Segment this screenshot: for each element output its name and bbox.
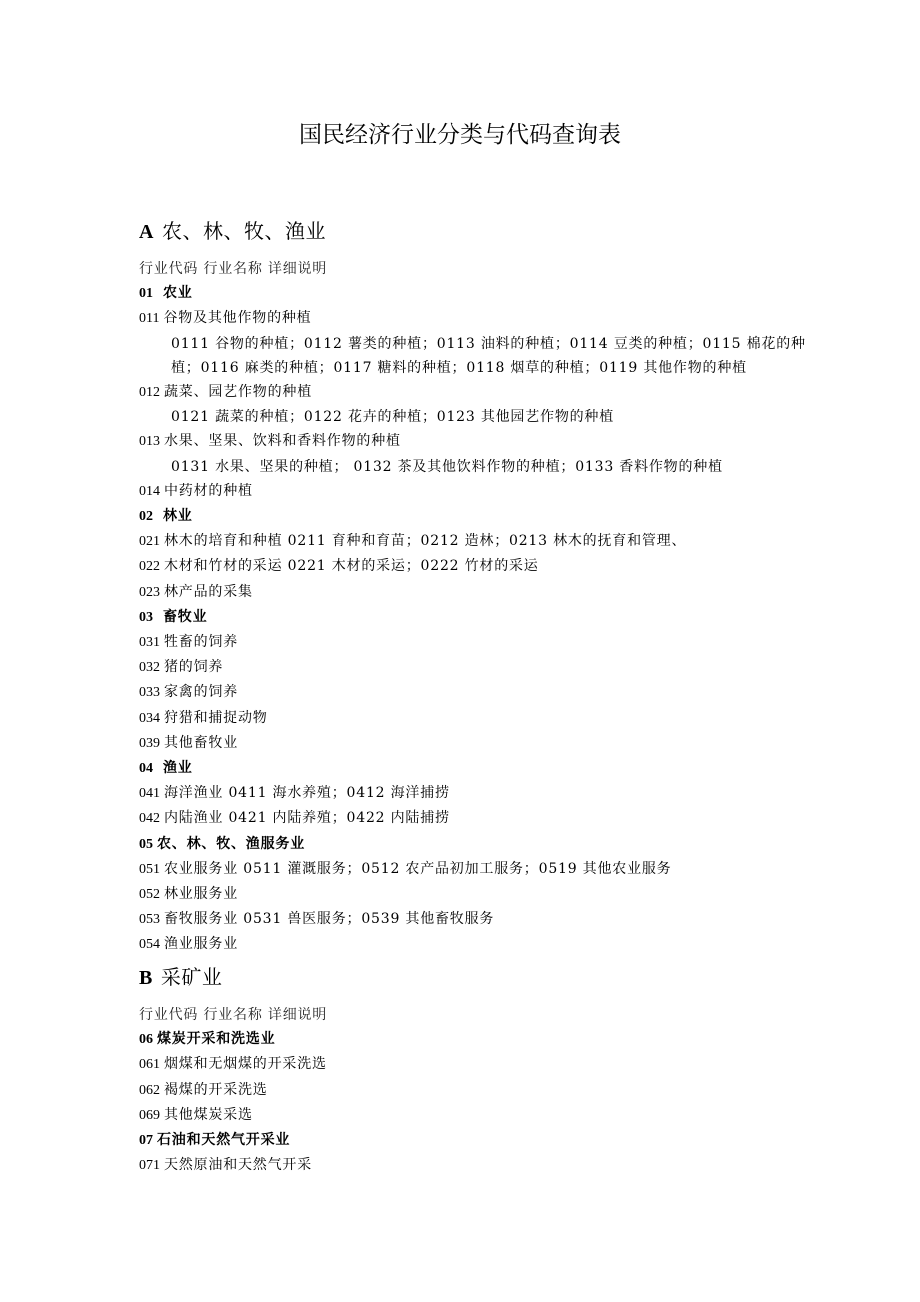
industry-code: 03 bbox=[139, 609, 153, 625]
industry-text: 烟煤和无烟煤的开采洗选 bbox=[164, 1056, 327, 1073]
document-title: 国民经济行业分类与代码查询表 bbox=[299, 122, 621, 148]
industry-text: 渔业服务业 bbox=[164, 936, 238, 953]
industry-text: 畜牧服务业 0531 兽医服务；0539 其他畜牧服务 bbox=[164, 911, 495, 928]
group-row bbox=[139, 1103, 809, 1128]
detail-row bbox=[139, 332, 821, 380]
division-row bbox=[139, 1128, 809, 1153]
group-row bbox=[139, 932, 809, 957]
industry-text: 木材和竹材的采运 0221 木材的采运；0222 竹材的采运 bbox=[164, 558, 539, 575]
column-header-row bbox=[139, 1003, 809, 1027]
industry-code: 051 bbox=[139, 861, 160, 877]
industry-code: 071 bbox=[139, 1158, 160, 1174]
group-row bbox=[139, 1153, 809, 1178]
industry-text: 林业 bbox=[163, 508, 193, 525]
division-row bbox=[139, 756, 809, 781]
group-row bbox=[139, 731, 809, 756]
industry-code: 012 bbox=[139, 385, 160, 401]
group-row bbox=[139, 907, 809, 932]
section-a bbox=[139, 216, 809, 958]
industry-text: 0111 谷物的种植；0112 薯类的种植；0113 油料的种植；0114 豆类的种植；0115 棉花的种植；0116 麻类的种植；0117 糖料的种植；0118 烟草的种植；0119 其他作物的种植 bbox=[171, 335, 806, 376]
industry-code: 01 bbox=[139, 286, 153, 302]
industry-code: 011 bbox=[139, 311, 160, 327]
group-row bbox=[139, 882, 809, 907]
industry-text: 猪的饲养 bbox=[164, 659, 224, 676]
industry-code: 014 bbox=[139, 483, 160, 499]
industry-code: 05 bbox=[139, 836, 153, 852]
industry-text: 中药材的种植 bbox=[164, 482, 253, 499]
section-heading bbox=[139, 216, 809, 247]
group-row bbox=[139, 655, 809, 680]
industry-code: 039 bbox=[139, 735, 160, 751]
section-letter: B bbox=[139, 967, 153, 989]
group-row bbox=[139, 306, 809, 331]
industry-text: 农业服务业 0511 灌溉服务；0512 农产品初加工服务；0519 其他农业服务 bbox=[164, 860, 672, 877]
division-row bbox=[139, 1027, 809, 1052]
industry-text: 水果、坚果、饮料和香料作物的种植 bbox=[164, 433, 401, 450]
group-row bbox=[139, 680, 809, 705]
industry-text: 海洋渔业 0411 海水养殖；0412 海洋捕捞 bbox=[164, 785, 450, 802]
group-row bbox=[139, 806, 809, 831]
industry-text: 牲畜的饲养 bbox=[164, 634, 238, 651]
column-header-row bbox=[139, 257, 809, 281]
industry-code: 04 bbox=[139, 761, 153, 777]
industry-text: 狩猎和捕捉动物 bbox=[164, 709, 268, 726]
industry-text: 0121 蔬菜的种植；0122 花卉的种植；0123 其他园艺作物的种植 bbox=[171, 409, 615, 426]
group-row bbox=[139, 1078, 809, 1103]
detail-row bbox=[139, 405, 809, 429]
industry-code: 022 bbox=[139, 559, 160, 575]
group-row bbox=[139, 380, 809, 405]
industry-code: 06 bbox=[139, 1032, 153, 1048]
industry-text: 其他煤炭采选 bbox=[164, 1106, 253, 1123]
division-row bbox=[139, 504, 809, 529]
industry-text: 蔬菜、园艺作物的种植 bbox=[164, 384, 312, 401]
section-b bbox=[139, 962, 809, 1178]
industry-text: 煤炭开采和洗选业 bbox=[157, 1031, 276, 1048]
industry-text: 农业 bbox=[163, 285, 193, 302]
industry-code: 041 bbox=[139, 786, 160, 802]
industry-text: 渔业 bbox=[163, 760, 193, 777]
division-row bbox=[139, 832, 809, 857]
industry-code: 062 bbox=[139, 1082, 160, 1098]
industry-text: 天然原油和天然气开采 bbox=[164, 1157, 312, 1174]
industry-text: 行业代码 行业名称 详细说明 bbox=[139, 1007, 328, 1023]
industry-text: 林业服务业 bbox=[164, 886, 238, 903]
industry-code: 032 bbox=[139, 660, 160, 676]
industry-code: 042 bbox=[139, 811, 160, 827]
section-heading bbox=[139, 962, 809, 993]
group-row bbox=[139, 781, 809, 806]
industry-code: 061 bbox=[139, 1057, 160, 1073]
group-row bbox=[139, 529, 809, 554]
industry-code: 053 bbox=[139, 912, 160, 928]
industry-code: 031 bbox=[139, 635, 160, 651]
classification-list bbox=[139, 1003, 809, 1178]
industry-code: 013 bbox=[139, 434, 160, 450]
industry-code: 07 bbox=[139, 1133, 153, 1149]
industry-text: 石油和天然气开采业 bbox=[157, 1132, 291, 1149]
group-row bbox=[139, 554, 809, 579]
section-letter: A bbox=[139, 221, 154, 243]
industry-code: 033 bbox=[139, 685, 160, 701]
group-row bbox=[139, 429, 809, 454]
industry-text: 0131 水果、坚果的种植； 0132 茶及其他饮料作物的种植；0133 香料作物的种植 bbox=[171, 458, 723, 475]
industry-code: 023 bbox=[139, 584, 160, 600]
group-row bbox=[139, 630, 809, 655]
industry-text: 其他畜牧业 bbox=[164, 734, 238, 751]
group-row bbox=[139, 857, 809, 882]
division-row bbox=[139, 281, 809, 306]
industry-text: 褐煤的开采洗选 bbox=[164, 1081, 268, 1098]
industry-text: 农、林、牧、渔服务业 bbox=[157, 835, 305, 852]
section-name: 农、林、牧、渔业 bbox=[161, 219, 326, 243]
industry-text: 家禽的饲养 bbox=[164, 684, 238, 701]
industry-text: 行业代码 行业名称 详细说明 bbox=[139, 261, 328, 277]
division-row bbox=[139, 605, 809, 630]
industry-text: 谷物及其他作物的种植 bbox=[163, 310, 312, 327]
group-row bbox=[139, 706, 809, 731]
group-row bbox=[139, 1052, 809, 1077]
industry-code: 02 bbox=[139, 509, 153, 525]
classification-list bbox=[139, 257, 809, 958]
detail-row bbox=[139, 455, 809, 479]
group-row bbox=[139, 580, 809, 605]
industry-text: 林木的培育和种植 0211 育种和育苗；0212 造林；0213 林木的抚育和管理、 bbox=[164, 533, 687, 550]
industry-text: 畜牧业 bbox=[163, 608, 208, 625]
section-name: 采矿业 bbox=[160, 965, 223, 989]
industry-code: 021 bbox=[139, 534, 160, 550]
industry-text: 内陆渔业 0421 内陆养殖；0422 内陆捕捞 bbox=[164, 810, 450, 827]
group-row bbox=[139, 479, 809, 504]
industry-code: 052 bbox=[139, 887, 160, 903]
industry-text: 林产品的采集 bbox=[164, 583, 253, 600]
industry-code: 034 bbox=[139, 710, 160, 726]
industry-code: 054 bbox=[139, 937, 160, 953]
industry-code: 069 bbox=[139, 1107, 160, 1123]
